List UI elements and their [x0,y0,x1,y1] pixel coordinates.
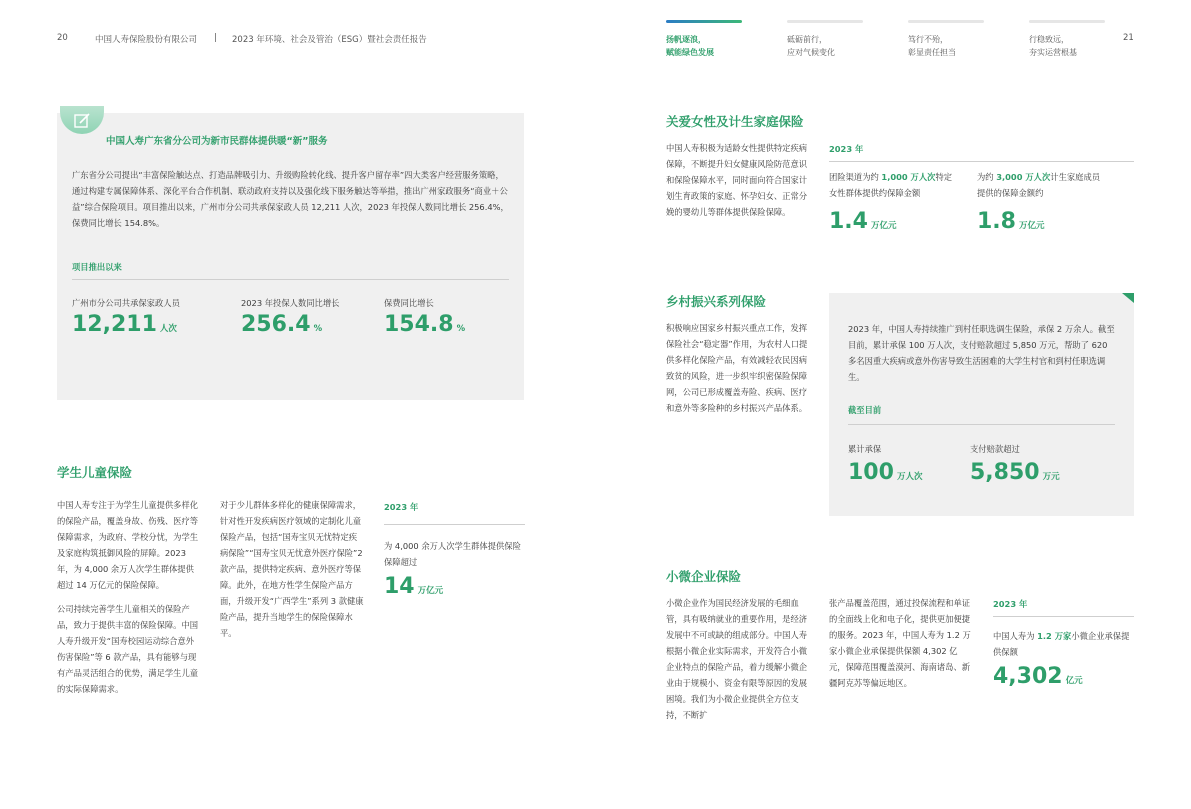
sme-paragraph-2: 张产品覆盖范围，通过投保流程和单证的全面线上化和电子化，提供更加便捷的服务。2023 年，中国人寿为 1.2 万家小微企业承保提供保额 4,302 亿元，保障范围覆盖漠河、海南诸岛、新疆阿克苏等偏远地区。 [829,598,971,688]
women-paragraph: 中国人寿积极为适龄女性提供特定疾病保障，不断提升妇女健康风险防范意识和保险保障水平，同时面向符合国家计划生育政策的家庭、怀孕妇女、正常分娩的婴幼儿等群体提供保险保障。 [666,143,808,217]
nav-tab-green-development[interactable] [666,20,742,59]
nav-tab-operations[interactable] [1029,20,1105,59]
students-paragraph-2: 公司持续完善学生儿童相关的保险产品，致力于提供丰富的保险保障。中国人寿升级开发“国寿校园运动综合意外伤害保险”等 6 款产品，具有能够与现有产品灵活组合的优势，满足学生儿童的实际保障需求。 [57,604,199,694]
case-divider [72,279,509,280]
nav-tab-indicator [666,20,742,23]
rural-stat1-label: 累计承保 [848,444,882,454]
students-title: 学生儿童保险 [57,465,133,480]
case-stat-insured [72,296,180,337]
nav-tab-indicator [787,20,863,23]
stat-value: 12,211 人次 [72,312,177,337]
women-divider [829,161,1134,162]
case-box [57,113,524,400]
stat-label: 2023 年投保人数同比增长 [241,298,340,308]
nav-tab-label: 笃行不殆， 彰显责任担当 [908,35,956,57]
nav-tab-climate-change[interactable] [787,20,863,59]
sme-stat-label: 中国人寿为 1.2 万家小微企业承保提供保额 [993,631,1130,657]
rural-stat1-value: 100 万人次 [848,460,923,485]
rural-stat2-value: 5,850 万元 [970,460,1060,485]
rural-box-text: 2023 年，中国人寿持续推广到村任职选调生保险，承保 2 万余人。截至目前，累计承保 100 万人次，支付赔款超过 5,850 万元，帮助了 620 多名因重大疾病或意外伤害导致生活困难的大学生村官和到村任职选调生。 [848,324,1115,382]
sme-stat-value: 4,302 亿元 [993,664,1083,689]
students-year: 2023 年 [384,502,419,512]
women-stat2-label: 为约 3,000 万人次计生家庭成员提供的保障金额约 [977,172,1101,198]
rural-paragraph: 积极响应国家乡村振兴重点工作，发挥保险社会“稳定器”作用，为农村人口提供多样化保险产品，有效减轻农民因病致贫的风险，进一步织牢织密保险保障网，公司已形成覆盖寿险、疾病、医疗和意外等多险种的乡村振兴产品体系。 [666,323,808,413]
stat-label: 保费同比增长 [384,298,434,308]
corner-triangle-icon [1122,293,1134,303]
right-page-number: 21 [1123,33,1134,43]
rural-box-sub-label: 截至目前 [848,405,882,415]
women-stat1-value: 1.4 万亿元 [829,209,897,234]
rural-title: 乡村振兴系列保险 [666,294,767,309]
case-stat-growth [241,296,339,337]
sme-divider [993,616,1134,617]
students-stat-label: 为 4,000 余万人次学生群体提供保险保障超过 [384,541,521,567]
stat-label: 广州市分公司共承保家政人员 [72,298,180,308]
stat-value: 154.8 % [384,312,466,337]
stat-value: 256.4 % [241,312,323,337]
nav-tab-label: 砥砺前行， 应对气候变化 [787,35,835,57]
case-sub-label: 项目推出以来 [72,262,122,272]
women-stat2-value: 1.8 万亿元 [977,209,1045,234]
students-stat-value: 14 万亿元 [384,574,444,599]
women-title: 关爱女性及计生家庭保险 [666,114,804,129]
nav-tab-label: 扬帆逐浪， 赋能绿色发展 [666,35,714,57]
students-paragraph-3: 对于少儿群体多样化的健康保障需求，针对性开发疾病医疗领域的定制化儿童保险产品，包括“国寿宝贝无忧特定疾病保险”“国寿宝贝无忧意外医疗保险”2 款产品，提供特定疾病、意外医疗等保障。此外，在地方性学生保险产品方面，升级开发“广西学生”系列 3 款健康险产品，提升当地学生的保险保障水平。 [220,500,364,638]
header-separator: | [214,33,217,43]
sme-title: 小微企业保险 [666,569,742,584]
women-year: 2023 年 [829,144,864,154]
report-title: 2023 年环境、社会及管治（ESG）暨社会责任报告 [232,35,427,45]
nav-tab-indicator [908,20,984,23]
company-name: 中国人寿保险股份有限公司 [95,35,198,45]
students-divider [384,524,525,525]
sme-paragraph-1: 小微企业作为国民经济发展的毛细血管，具有吸纳就业的重要作用，是经济发展中不可或缺的组成部分。中国人寿根据小微企业实际需求，开发符合小微企业特点的保险产品，着力缓解小微企业由于规模小、资金有限等原因的发展困境。我们为小微企业提供全方位支持，不断扩 [666,598,808,720]
nav-tab-responsibility[interactable] [908,20,984,59]
case-title: 中国人寿广东省分公司为新市民群体提供暖“新”服务 [106,136,328,147]
case-stat-premium [384,296,465,337]
rural-stat2-label: 支付赔款超过 [970,444,1020,454]
women-stat1-label: 团险渠道为约 1,000 万人次特定女性群体提供约保障金额 [829,172,953,198]
left-page-number: 20 [57,33,68,43]
nav-tab-label: 行稳致远， 夯实运营根基 [1029,35,1077,57]
students-paragraph-1: 中国人寿专注于为学生儿童提供多样化的保险产品，覆盖身故、伤残、医疗等保障需求，为政府、学校分忧，为学生及家庭构筑抵御风险的屏障。2023 年，为 4,000 余万人次学生群体提供超过 14 万亿元的保险保障。 [57,500,199,590]
case-paragraph: 广东省分公司提出“丰富保险触达点、打造品牌吸引力、升级购险转化线、提升客户留存率”四大类客户经营服务策略，通过构建专属保障体系、深化平台合作机制、联动政府支持以及强化线下服务触达等举措，推出广州家政服务“商业＋公益”综合保险项目。项目推出以来，广州市分公司共承保家政人员 12,211 人次，2023 年投保人数同比增长 256.4%，保费同比增长 154.8%。 [72,170,509,228]
rural-box-divider [848,424,1115,425]
sme-year: 2023 年 [993,599,1028,609]
nav-tab-indicator [1029,20,1105,23]
